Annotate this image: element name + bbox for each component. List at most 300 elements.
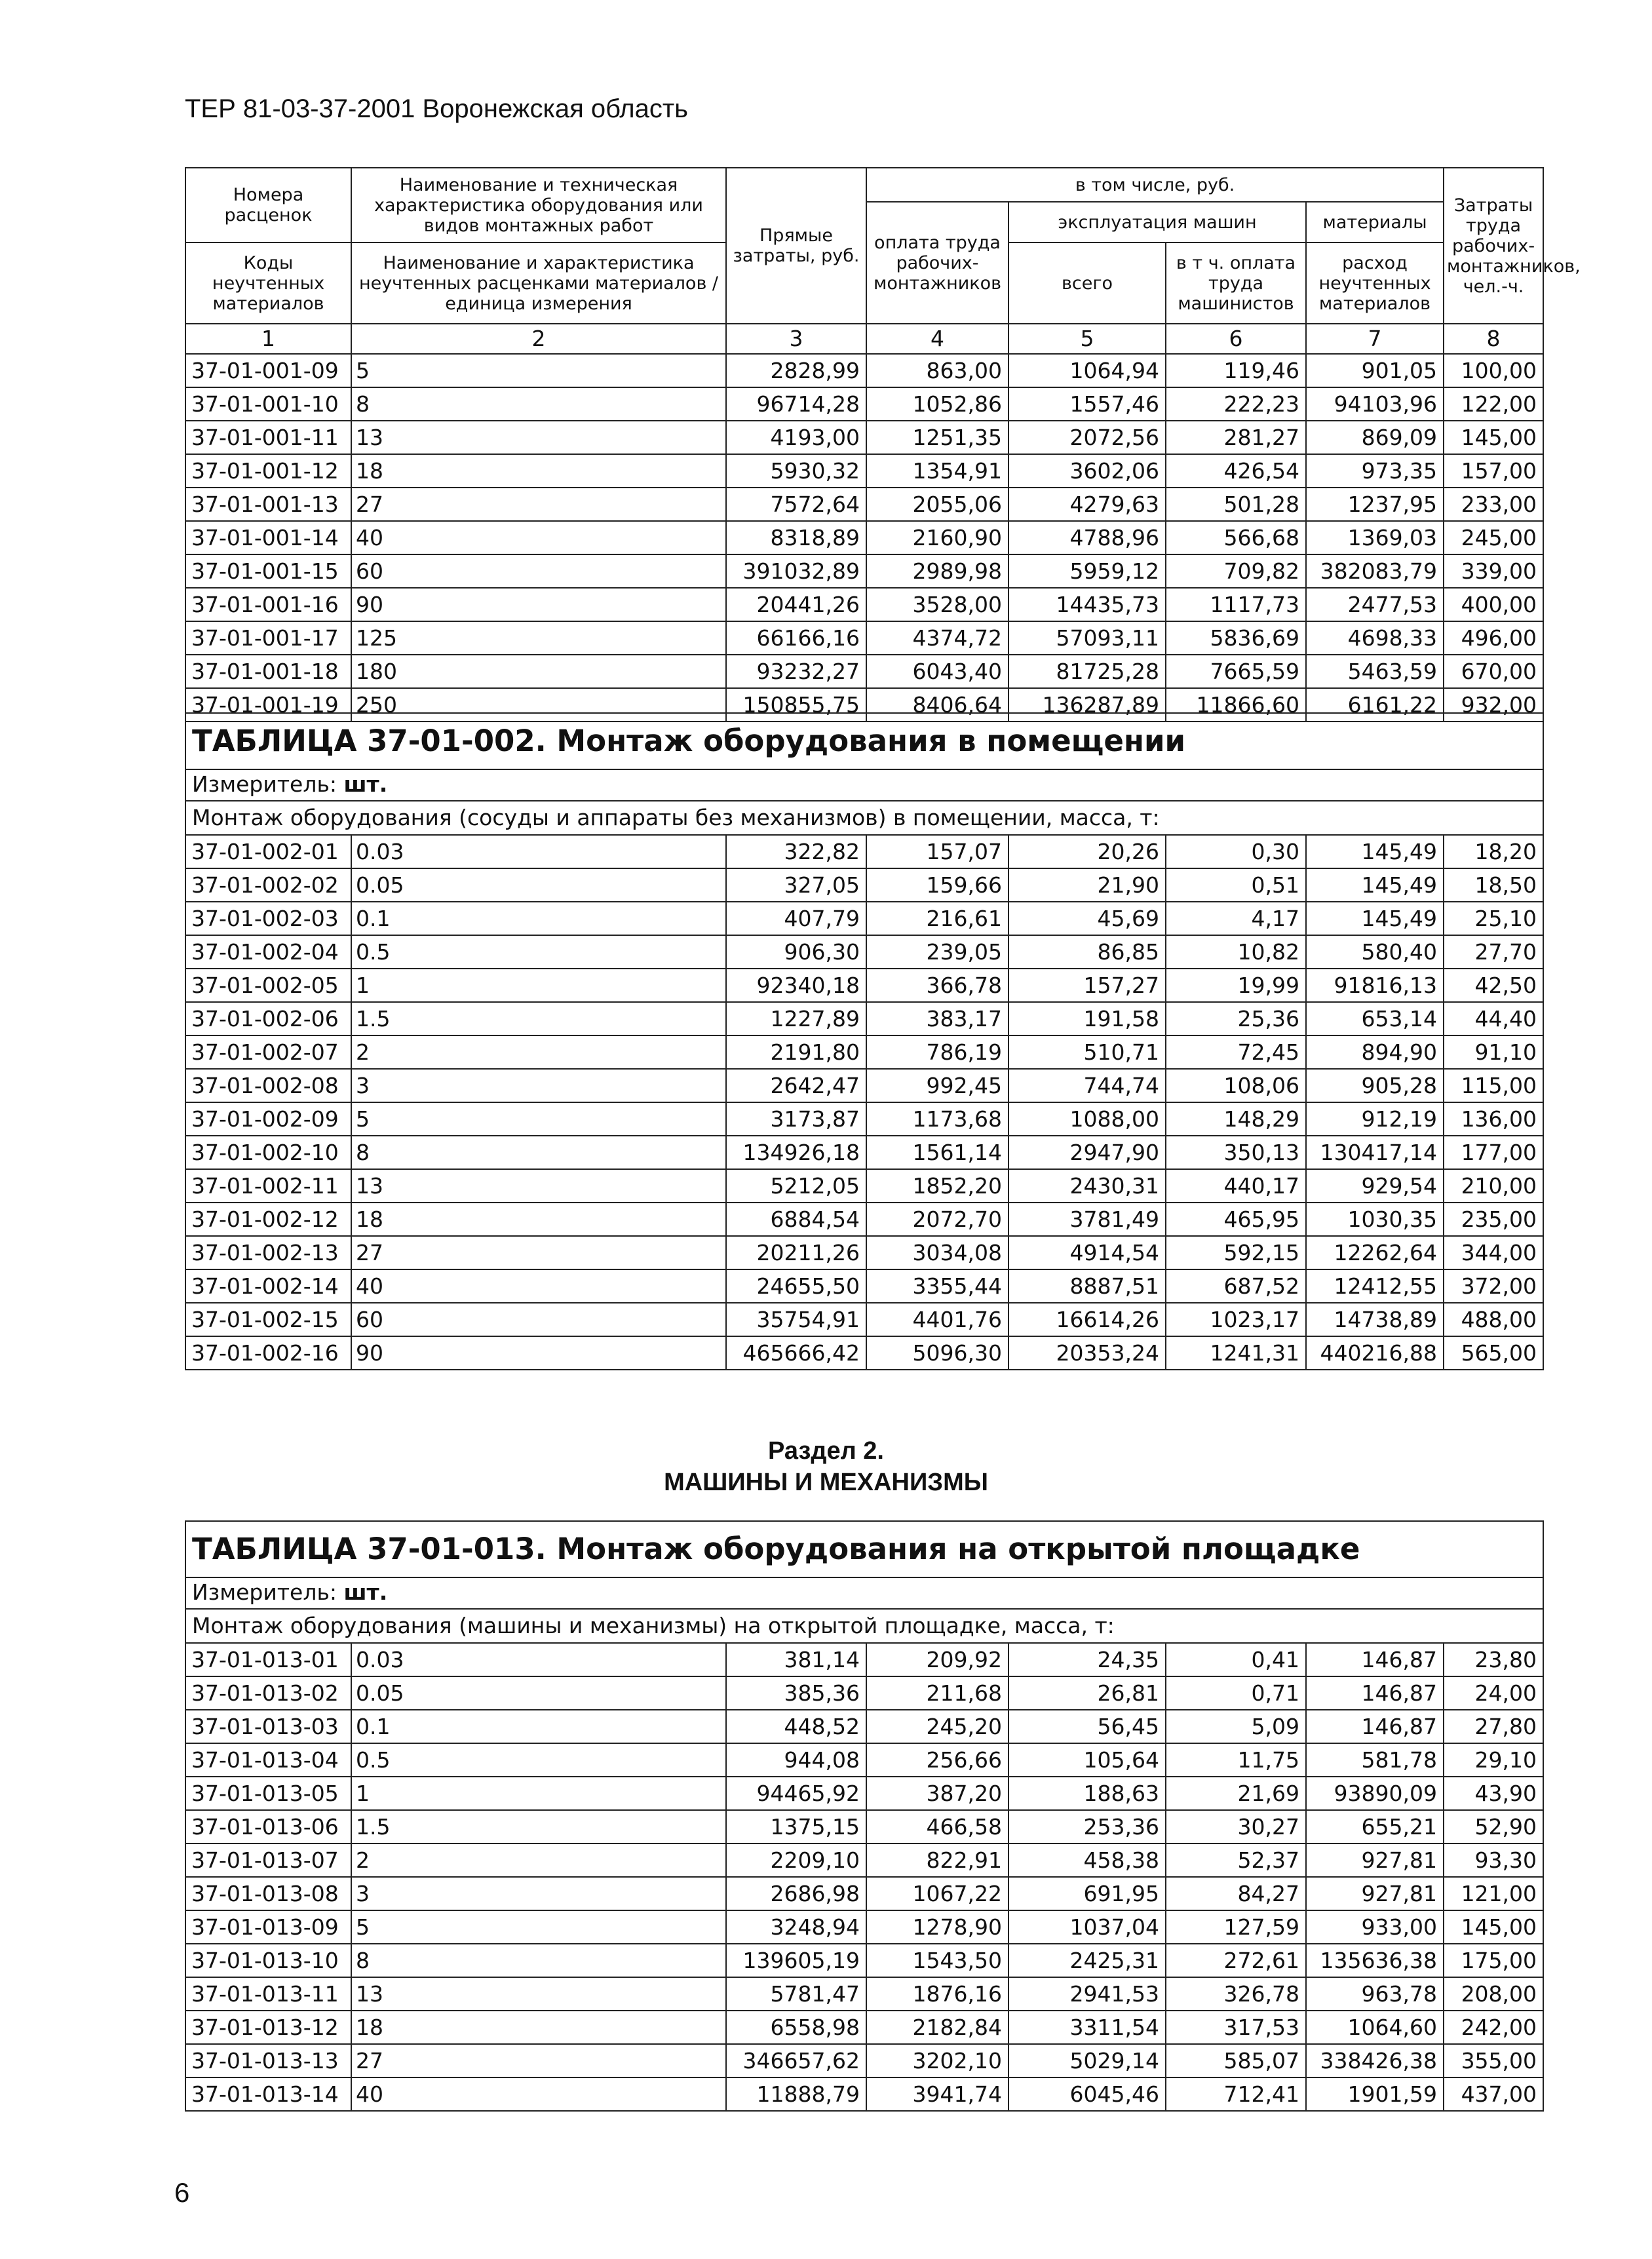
- value-cell: 709,82: [1166, 554, 1306, 588]
- table-row: [185, 588, 1543, 621]
- table-row: [185, 1710, 1543, 1743]
- spec-cell: 40: [351, 521, 726, 554]
- value-cell: 1241,31: [1166, 1336, 1306, 1370]
- rate-code-cell: 37-01-002-10: [185, 1136, 351, 1169]
- value-cell: 327,05: [726, 868, 866, 902]
- value-cell: 1117,73: [1166, 588, 1306, 621]
- table-002-rows: [185, 835, 1543, 1370]
- spec-cell: 13: [351, 1977, 726, 2011]
- rate-code-cell: 37-01-013-02: [185, 1676, 351, 1710]
- table-row: [185, 2044, 1543, 2077]
- table-row: [185, 1303, 1543, 1336]
- spec-cell: 40: [351, 1269, 726, 1303]
- value-cell: 272,61: [1166, 1944, 1306, 1977]
- value-cell: 7572,64: [726, 488, 866, 521]
- value-cell: 24,35: [1008, 1643, 1166, 1676]
- value-cell: 145,49: [1306, 835, 1444, 868]
- value-cell: 25,10: [1444, 902, 1543, 935]
- section-heading: [0, 1435, 1652, 1498]
- value-cell: 4698,33: [1306, 621, 1444, 655]
- rate-code-cell: 37-01-002-07: [185, 1035, 351, 1069]
- value-cell: 86,85: [1008, 935, 1166, 969]
- value-cell: 1543,50: [866, 1944, 1008, 1977]
- value-cell: 383,17: [866, 1002, 1008, 1035]
- value-cell: 580,40: [1306, 935, 1444, 969]
- rate-code-cell: 37-01-013-11: [185, 1977, 351, 2011]
- value-cell: 927,81: [1306, 1844, 1444, 1877]
- value-cell: 20,26: [1008, 835, 1166, 868]
- table-row: [185, 1169, 1543, 1203]
- rate-code-cell: 37-01-001-10: [185, 387, 351, 421]
- rate-code-cell: 37-01-002-08: [185, 1069, 351, 1102]
- table-002-title: ТАБЛИЦА 37-01-002. Монтаж оборудования в помещении: [185, 713, 1543, 769]
- value-cell: 19,99: [1166, 969, 1306, 1002]
- spec-cell: 0.03: [351, 1643, 726, 1676]
- value-cell: 322,82: [726, 835, 866, 868]
- value-cell: 2209,10: [726, 1844, 866, 1877]
- value-cell: 52,37: [1166, 1844, 1306, 1877]
- spec-cell: 60: [351, 1303, 726, 1336]
- rate-code-cell: 37-01-001-19: [185, 688, 351, 722]
- value-cell: 1901,59: [1306, 2077, 1444, 2111]
- value-cell: 2828,99: [726, 354, 866, 387]
- table-row: [185, 1002, 1543, 1035]
- value-cell: 691,95: [1008, 1877, 1166, 1910]
- value-cell: 23,80: [1444, 1643, 1543, 1676]
- value-cell: 5930,32: [726, 454, 866, 488]
- spec-cell: 90: [351, 1336, 726, 1370]
- value-cell: 84,27: [1166, 1877, 1306, 1910]
- value-cell: 465666,42: [726, 1336, 866, 1370]
- spec-cell: 40: [351, 2077, 726, 2111]
- value-cell: 3602,06: [1008, 454, 1166, 488]
- value-cell: 3781,49: [1008, 1203, 1166, 1236]
- value-cell: 145,49: [1306, 868, 1444, 902]
- value-cell: 1876,16: [866, 1977, 1008, 2011]
- table-013-rows: [185, 1643, 1543, 2111]
- table-row: [185, 1844, 1543, 1877]
- rate-code-cell: 37-01-001-09: [185, 354, 351, 387]
- value-cell: 0,71: [1166, 1676, 1306, 1710]
- value-cell: 91,10: [1444, 1035, 1543, 1069]
- table-001-rows: [185, 354, 1543, 722]
- column-number-row: [185, 324, 1543, 354]
- value-cell: 2430,31: [1008, 1169, 1166, 1203]
- value-cell: 458,38: [1008, 1844, 1166, 1877]
- rate-code-cell: 37-01-002-06: [185, 1002, 351, 1035]
- value-cell: 3355,44: [866, 1269, 1008, 1303]
- spec-cell: 0.05: [351, 1676, 726, 1710]
- header-machine-total: всего: [1008, 242, 1166, 324]
- value-cell: 2941,53: [1008, 1977, 1166, 2011]
- value-cell: 1561,14: [866, 1136, 1008, 1169]
- value-cell: 115,00: [1444, 1069, 1543, 1102]
- value-cell: 135636,38: [1306, 1944, 1444, 1977]
- value-cell: 992,45: [866, 1069, 1008, 1102]
- spec-cell: 8: [351, 1944, 726, 1977]
- value-cell: 339,00: [1444, 554, 1543, 588]
- table-row: [185, 935, 1543, 969]
- table-013-unit: [185, 1577, 1543, 1609]
- value-cell: 11,75: [1166, 1743, 1306, 1777]
- rate-code-cell: 37-01-013-06: [185, 1810, 351, 1844]
- rate-code-cell: 37-01-013-08: [185, 1877, 351, 1910]
- value-cell: 391032,89: [726, 554, 866, 588]
- value-cell: 145,49: [1306, 902, 1444, 935]
- rates-table-001: [185, 167, 1581, 722]
- rate-code-cell: 37-01-002-13: [185, 1236, 351, 1269]
- value-cell: 175,00: [1444, 1944, 1543, 1977]
- value-cell: 346657,62: [726, 2044, 866, 2077]
- value-cell: 2072,70: [866, 1203, 1008, 1236]
- value-cell: 863,00: [866, 354, 1008, 387]
- value-cell: 1064,94: [1008, 354, 1166, 387]
- value-cell: 239,05: [866, 935, 1008, 969]
- header-machine-ops: эксплуатация машин: [1008, 202, 1306, 242]
- value-cell: 66166,16: [726, 621, 866, 655]
- table-row: [185, 2011, 1543, 2044]
- value-cell: 148,29: [1166, 1102, 1306, 1136]
- value-cell: 1037,04: [1008, 1910, 1166, 1944]
- spec-cell: 27: [351, 488, 726, 521]
- rate-code-cell: 37-01-002-11: [185, 1169, 351, 1203]
- rate-code-cell: 37-01-013-10: [185, 1944, 351, 1977]
- value-cell: 139605,19: [726, 1944, 866, 1977]
- value-cell: 927,81: [1306, 1877, 1444, 1910]
- value-cell: 2477,53: [1306, 588, 1444, 621]
- value-cell: 6558,98: [726, 2011, 866, 2044]
- rate-code-cell: 37-01-001-16: [185, 588, 351, 621]
- value-cell: 338426,38: [1306, 2044, 1444, 2077]
- value-cell: 210,00: [1444, 1169, 1543, 1203]
- spec-cell: 5: [351, 1910, 726, 1944]
- table-row: [185, 1676, 1543, 1710]
- header-including: в том числе, руб.: [866, 168, 1444, 202]
- spec-cell: 8: [351, 387, 726, 421]
- value-cell: 29,10: [1444, 1743, 1543, 1777]
- value-cell: 245,20: [866, 1710, 1008, 1743]
- table-row: [185, 387, 1543, 421]
- value-cell: 1067,22: [866, 1877, 1008, 1910]
- value-cell: 944,08: [726, 1743, 866, 1777]
- value-cell: 465,95: [1166, 1203, 1306, 1236]
- value-cell: 21,69: [1166, 1777, 1306, 1810]
- header-operator-wages: в т ч. оплата труда машинистов: [1166, 242, 1306, 324]
- table-row: [185, 488, 1543, 521]
- value-cell: 655,21: [1306, 1810, 1444, 1844]
- spec-cell: 5: [351, 354, 726, 387]
- table-row: [185, 1069, 1543, 1102]
- value-cell: 3311,54: [1008, 2011, 1166, 2044]
- value-cell: 134926,18: [726, 1136, 866, 1169]
- value-cell: 12412,55: [1306, 1269, 1444, 1303]
- value-cell: 14435,73: [1008, 588, 1166, 621]
- table-row: [185, 1203, 1543, 1236]
- header-name-description: Наименование и техническая характеристика оборудования или видов монтажных работ: [351, 168, 726, 242]
- value-cell: 177,00: [1444, 1136, 1543, 1169]
- value-cell: 5959,12: [1008, 554, 1166, 588]
- value-cell: 2072,56: [1008, 421, 1166, 454]
- spec-cell: 0.05: [351, 868, 726, 902]
- value-cell: 10,82: [1166, 935, 1306, 969]
- value-cell: 72,45: [1166, 1035, 1306, 1069]
- value-cell: 20353,24: [1008, 1336, 1166, 1370]
- section-number: Раздел 2.: [768, 1437, 884, 1465]
- header-labor-wages: оплата труда рабочих-монтажников: [866, 202, 1008, 324]
- value-cell: 216,61: [866, 902, 1008, 935]
- value-cell: 894,90: [1306, 1035, 1444, 1069]
- table-013-title: ТАБЛИЦА 37-01-013. Монтаж оборудования на открытой площадке: [185, 1521, 1543, 1577]
- value-cell: 355,00: [1444, 2044, 1543, 2077]
- value-cell: 906,30: [726, 935, 866, 969]
- value-cell: 253,36: [1008, 1810, 1166, 1844]
- value-cell: 44,40: [1444, 1002, 1543, 1035]
- unit-value: шт.: [343, 771, 388, 797]
- spec-cell: 13: [351, 421, 726, 454]
- value-cell: 146,87: [1306, 1643, 1444, 1676]
- value-cell: 466,58: [866, 1810, 1008, 1844]
- value-cell: 93232,27: [726, 655, 866, 688]
- spec-cell: 250: [351, 688, 726, 722]
- value-cell: 585,07: [1166, 2044, 1306, 2077]
- value-cell: 0,51: [1166, 868, 1306, 902]
- rate-code-cell: 37-01-013-07: [185, 1844, 351, 1877]
- value-cell: 4914,54: [1008, 1236, 1166, 1269]
- value-cell: 24655,50: [726, 1269, 866, 1303]
- value-cell: 108,06: [1166, 1069, 1306, 1102]
- value-cell: 146,87: [1306, 1710, 1444, 1743]
- value-cell: 52,90: [1444, 1810, 1543, 1844]
- table-row: [185, 1743, 1543, 1777]
- header-rate-numbers: Номера расценок: [185, 168, 351, 242]
- value-cell: 4279,63: [1008, 488, 1166, 521]
- table-row: [185, 1977, 1543, 2011]
- table-002-unit: [185, 769, 1543, 801]
- column-number: 6: [1166, 324, 1306, 354]
- value-cell: 127,59: [1166, 1910, 1306, 1944]
- rate-code-cell: 37-01-002-16: [185, 1336, 351, 1370]
- value-cell: 3528,00: [866, 588, 1008, 621]
- value-cell: 5096,30: [866, 1336, 1008, 1370]
- value-cell: 1278,90: [866, 1910, 1008, 1944]
- value-cell: 2642,47: [726, 1069, 866, 1102]
- value-cell: 20211,26: [726, 1236, 866, 1269]
- header-unaccounted-codes: Коды неучтенных материалов: [185, 242, 351, 324]
- value-cell: 1030,35: [1306, 1203, 1444, 1236]
- value-cell: 130417,14: [1306, 1136, 1444, 1169]
- value-cell: 1052,86: [866, 387, 1008, 421]
- spec-cell: 18: [351, 1203, 726, 1236]
- value-cell: 932,00: [1444, 688, 1543, 722]
- value-cell: 57093,11: [1008, 621, 1166, 655]
- document-title: ТЕР 81-03-37-2001 Воронежская область: [185, 94, 689, 123]
- value-cell: 3034,08: [866, 1236, 1008, 1269]
- value-cell: 8318,89: [726, 521, 866, 554]
- column-number: 3: [726, 324, 866, 354]
- value-cell: 1852,20: [866, 1169, 1008, 1203]
- table-row: [185, 521, 1543, 554]
- table-row: [185, 1810, 1543, 1844]
- value-cell: 6161,22: [1306, 688, 1444, 722]
- value-cell: 1369,03: [1306, 521, 1444, 554]
- value-cell: 5029,14: [1008, 2044, 1166, 2077]
- value-cell: 12262,64: [1306, 1236, 1444, 1269]
- unit-label: Измеритель:: [192, 1579, 337, 1605]
- value-cell: 119,46: [1166, 354, 1306, 387]
- rate-code-cell: 37-01-013-14: [185, 2077, 351, 2111]
- value-cell: 5463,59: [1306, 655, 1444, 688]
- value-cell: 8887,51: [1008, 1269, 1166, 1303]
- value-cell: 233,00: [1444, 488, 1543, 521]
- value-cell: 245,00: [1444, 521, 1543, 554]
- table-row: [185, 902, 1543, 935]
- rate-code-cell: 37-01-002-05: [185, 969, 351, 1002]
- rate-code-cell: 37-01-013-13: [185, 2044, 351, 2077]
- value-cell: 145,00: [1444, 1910, 1543, 1944]
- table-row: [185, 969, 1543, 1002]
- table-row: [185, 1336, 1543, 1370]
- value-cell: 0,30: [1166, 835, 1306, 868]
- value-cell: 501,28: [1166, 488, 1306, 521]
- rate-code-cell: 37-01-013-09: [185, 1910, 351, 1944]
- value-cell: 1023,17: [1166, 1303, 1306, 1336]
- value-cell: 16614,26: [1008, 1303, 1166, 1336]
- table-row: [185, 868, 1543, 902]
- value-cell: 1557,46: [1008, 387, 1166, 421]
- table-row: [185, 1777, 1543, 1810]
- value-cell: 20441,26: [726, 588, 866, 621]
- unit-value: шт.: [343, 1579, 388, 1605]
- rate-code-cell: 37-01-001-13: [185, 488, 351, 521]
- value-cell: 2989,98: [866, 554, 1008, 588]
- header-materials-usage: расход неучтенных материалов: [1306, 242, 1444, 324]
- spec-cell: 8: [351, 1136, 726, 1169]
- value-cell: 1251,35: [866, 421, 1008, 454]
- value-cell: 35754,91: [726, 1303, 866, 1336]
- value-cell: 93,30: [1444, 1844, 1543, 1877]
- value-cell: 30,27: [1166, 1810, 1306, 1844]
- table-row: [185, 1944, 1543, 1977]
- value-cell: 157,07: [866, 835, 1008, 868]
- value-cell: 136287,89: [1008, 688, 1166, 722]
- value-cell: 24,00: [1444, 1676, 1543, 1710]
- rates-table-013: [185, 1520, 1544, 2112]
- value-cell: 150855,75: [726, 688, 866, 722]
- value-cell: 18,50: [1444, 868, 1543, 902]
- value-cell: 744,74: [1008, 1069, 1166, 1102]
- spec-cell: 13: [351, 1169, 726, 1203]
- value-cell: 387,20: [866, 1777, 1008, 1810]
- column-number: 4: [866, 324, 1008, 354]
- spec-cell: 3: [351, 1069, 726, 1102]
- rate-code-cell: 37-01-002-02: [185, 868, 351, 902]
- value-cell: 592,15: [1166, 1236, 1306, 1269]
- value-cell: 6045,46: [1008, 2077, 1166, 2111]
- value-cell: 208,00: [1444, 1977, 1543, 2011]
- value-cell: 45,69: [1008, 902, 1166, 935]
- value-cell: 869,09: [1306, 421, 1444, 454]
- spec-cell: 27: [351, 1236, 726, 1269]
- header-unaccounted-name: Наименование и характеристика неучтенных расценками материалов / единица измерения: [351, 242, 726, 324]
- value-cell: 372,00: [1444, 1269, 1543, 1303]
- value-cell: 912,19: [1306, 1102, 1444, 1136]
- rate-code-cell: 37-01-002-14: [185, 1269, 351, 1303]
- value-cell: 91816,13: [1306, 969, 1444, 1002]
- value-cell: 440216,88: [1306, 1336, 1444, 1370]
- value-cell: 4,17: [1166, 902, 1306, 935]
- spec-cell: 0.5: [351, 935, 726, 969]
- page-number: 6: [174, 2177, 190, 2208]
- value-cell: 27,70: [1444, 935, 1543, 969]
- value-cell: 11866,60: [1166, 688, 1306, 722]
- value-cell: 159,66: [866, 868, 1008, 902]
- value-cell: 3941,74: [866, 2077, 1008, 2111]
- value-cell: 381,14: [726, 1643, 866, 1676]
- rate-code-cell: 37-01-002-12: [185, 1203, 351, 1236]
- value-cell: 96714,28: [726, 387, 866, 421]
- value-cell: 4374,72: [866, 621, 1008, 655]
- value-cell: 5781,47: [726, 1977, 866, 2011]
- spec-cell: 0.1: [351, 1710, 726, 1743]
- spec-cell: 180: [351, 655, 726, 688]
- spec-cell: 2: [351, 1035, 726, 1069]
- spec-cell: 1: [351, 969, 726, 1002]
- rate-code-cell: 37-01-001-18: [185, 655, 351, 688]
- value-cell: 566,68: [1166, 521, 1306, 554]
- rate-code-cell: 37-01-002-04: [185, 935, 351, 969]
- value-cell: 1064,60: [1306, 2011, 1444, 2044]
- value-cell: 366,78: [866, 969, 1008, 1002]
- value-cell: 933,00: [1306, 1910, 1444, 1944]
- value-cell: 786,19: [866, 1035, 1008, 1069]
- rate-code-cell: 37-01-002-09: [185, 1102, 351, 1136]
- value-cell: 440,17: [1166, 1169, 1306, 1203]
- table-row: [185, 554, 1543, 588]
- value-cell: 400,00: [1444, 588, 1543, 621]
- value-cell: 448,52: [726, 1710, 866, 1743]
- value-cell: 901,05: [1306, 354, 1444, 387]
- value-cell: 281,27: [1166, 421, 1306, 454]
- value-cell: 100,00: [1444, 354, 1543, 387]
- value-cell: 5212,05: [726, 1169, 866, 1203]
- spec-cell: 0.5: [351, 1743, 726, 1777]
- rate-code-cell: 37-01-001-15: [185, 554, 351, 588]
- value-cell: 1375,15: [726, 1810, 866, 1844]
- section-title: МАШИНЫ И МЕХАНИЗМЫ: [664, 1469, 988, 1496]
- value-cell: 3202,10: [866, 2044, 1008, 2077]
- value-cell: 25,36: [1166, 1002, 1306, 1035]
- rate-code-cell: 37-01-013-12: [185, 2011, 351, 2044]
- rate-code-cell: 37-01-013-04: [185, 1743, 351, 1777]
- value-cell: 3173,87: [726, 1102, 866, 1136]
- value-cell: 145,00: [1444, 421, 1543, 454]
- header-direct-costs: Прямые затраты, руб.: [726, 168, 866, 324]
- value-cell: 27,80: [1444, 1710, 1543, 1743]
- value-cell: 256,66: [866, 1743, 1008, 1777]
- value-cell: 7665,59: [1166, 655, 1306, 688]
- header-labor-costs: Затраты труда рабочих-монтажников, чел.-ч.: [1444, 168, 1543, 324]
- spec-cell: 18: [351, 2011, 726, 2044]
- rate-code-cell: 37-01-001-17: [185, 621, 351, 655]
- value-cell: 235,00: [1444, 1203, 1543, 1236]
- rate-code-cell: 37-01-013-03: [185, 1710, 351, 1743]
- value-cell: 11888,79: [726, 2077, 866, 2111]
- value-cell: 191,58: [1008, 1002, 1166, 1035]
- rate-code-cell: 37-01-002-03: [185, 902, 351, 935]
- value-cell: 1088,00: [1008, 1102, 1166, 1136]
- value-cell: 94103,96: [1306, 387, 1444, 421]
- value-cell: 2055,06: [866, 488, 1008, 521]
